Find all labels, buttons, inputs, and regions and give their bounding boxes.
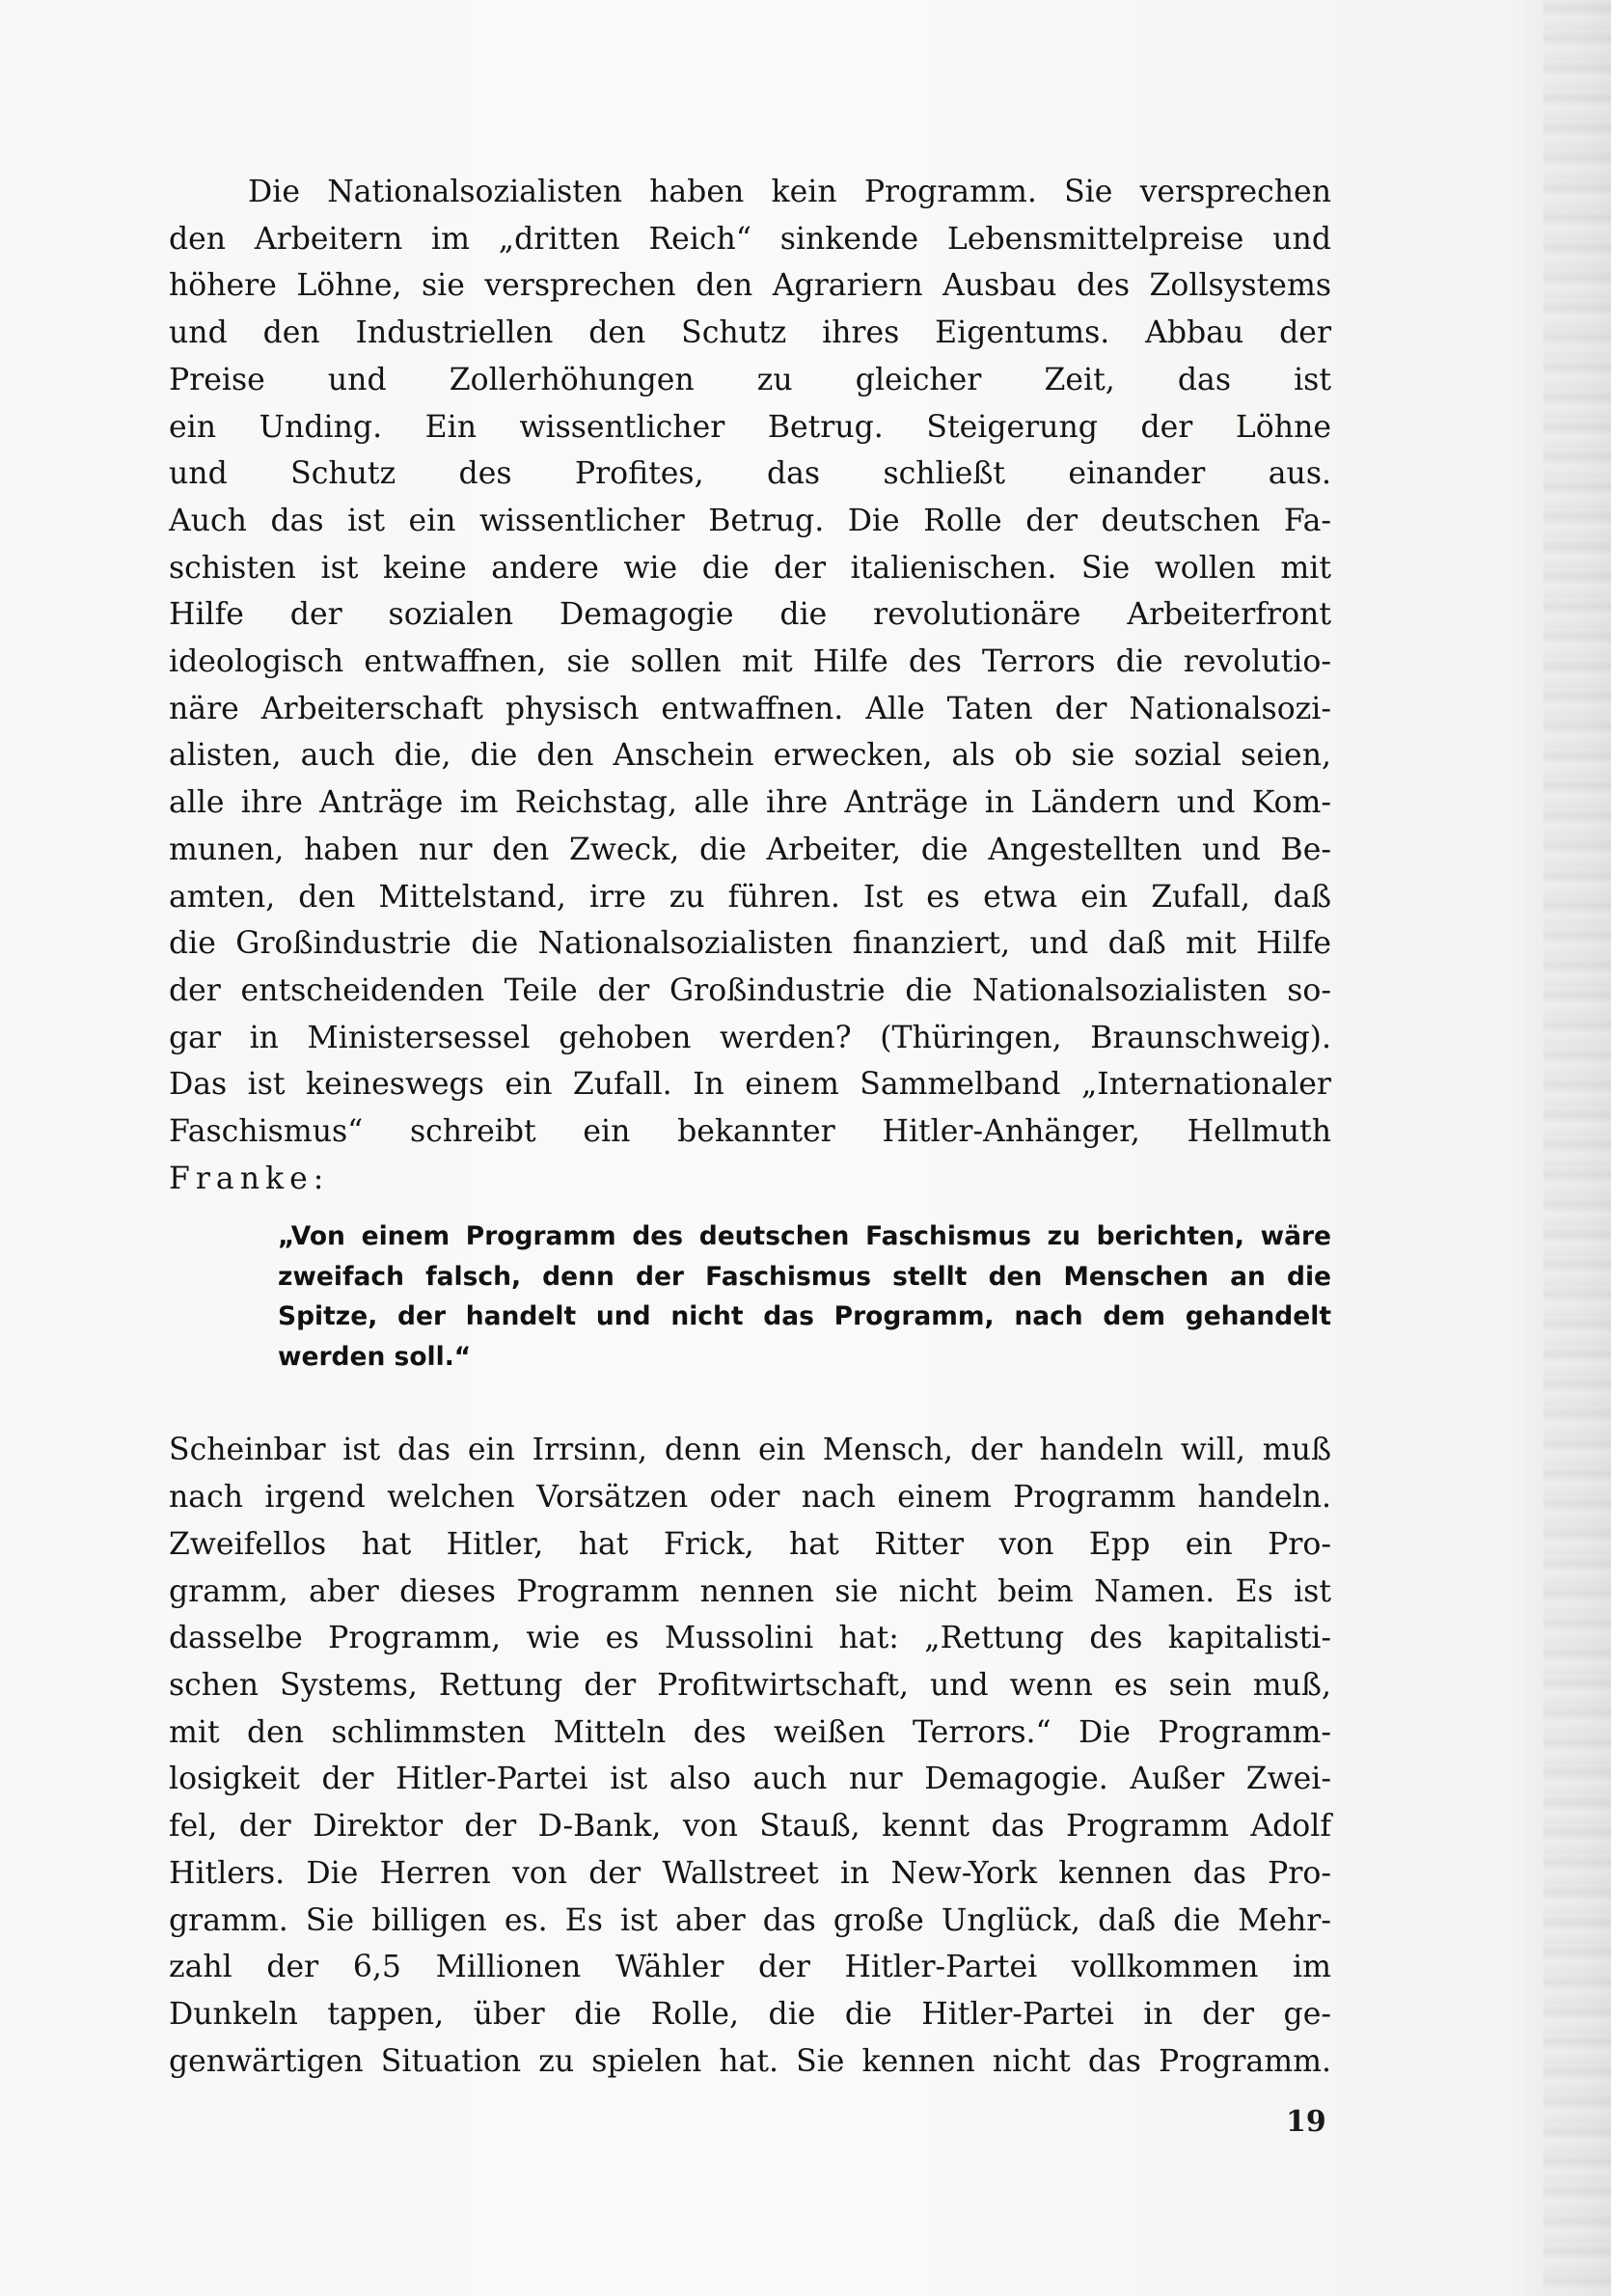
page-edge-shadow: [1543, 0, 1611, 2296]
text-line: und den Industriellen den Schutz ihres Eigentums. Abbau der: [169, 315, 1331, 351]
text-line: losigkeit der Hitler-Partei ist also auch nur Demagogie. Außer Zwei-: [169, 1762, 1331, 1797]
quote-line: „Von einem Programm des deutschen Faschismus zu berichten, wäre: [278, 1221, 1331, 1252]
text-line: Preise und Zollerhöhungen zu gleicher Zeit, das ist: [169, 362, 1331, 397]
text-line: genwärtigen Situation zu spielen hat. Sie kennen nicht das Programm.: [169, 2043, 1331, 2079]
text-line: Franke:: [169, 1161, 330, 1196]
text-line: ein Unding. Ein wissentlicher Betrug. Steigerung der Löhne: [169, 409, 1331, 445]
paragraph-gap: [169, 1377, 1331, 1427]
text-line: Hilfe der sozialen Demagogie die revolutionäre Arbeiterfront: [169, 597, 1331, 633]
page-number: 19: [1286, 2105, 1326, 2139]
text-line: Scheinbar ist das ein Irrsinn, denn ein Mensch, der handeln will, muß: [169, 1433, 1331, 1468]
text-line: Dunkeln tappen, über die Rolle, die die Hitler-Partei in der ge-: [169, 1996, 1331, 2032]
text-line: Das ist keineswegs ein Zufall. In einem Sammelband „Internationaler: [169, 1067, 1331, 1103]
text-line: näre Arbeiterschaft physisch entwaffnen. Alle Taten der Nationalsozi-: [169, 691, 1331, 726]
paragraph-2: [169, 1427, 1331, 2085]
text-line: fel, der Direktor der D-Bank, von Stauß, kennt das Programm Adolf: [169, 1809, 1331, 1845]
text-line: alle ihre Anträge im Reichstag, alle ihre Anträge in Ländern und Kom-: [169, 785, 1331, 821]
text-line: munen, haben nur den Zweck, die Arbeiter, die Angestellten und Be-: [169, 832, 1331, 867]
text-line: Zweifellos hat Hitler, hat Frick, hat Ritter von Epp ein Pro-: [169, 1526, 1331, 1562]
text-line: Hitlers. Die Herren von der Wallstreet in New-York kennen das Pro-: [169, 1855, 1331, 1891]
text-line: alisten, auch die, die den Anschein erwecken, als ob sie sozial seien,: [169, 738, 1331, 774]
text-line: Die Nationalsozialisten haben kein Programm. Sie versprechen: [248, 175, 1331, 209]
text-line: gar in Ministersessel gehoben werden? (Thüringen, Braunschweig).: [169, 1020, 1331, 1055]
text-line: schisten ist keine andere wie die der italienischen. Sie wollen mit: [169, 550, 1331, 586]
text-line: amten, den Mittelstand, irre zu führen. Ist es etwa ein Zufall, daß: [169, 879, 1331, 915]
text-line: gramm, aber dieses Programm nennen sie nicht beim Namen. Es ist: [169, 1573, 1331, 1609]
quote-line: zweifach falsch, denn der Faschismus stellt den Menschen an die: [278, 1261, 1331, 1292]
text-line: mit den schlimmsten Mitteln des weißen Terrors.“ Die Programm-: [169, 1714, 1331, 1750]
body-text: [169, 169, 1331, 2085]
text-line: schen Systems, Rettung der Profitwirtschaft, und wenn es sein muß,: [169, 1667, 1331, 1703]
text-line: die Großindustrie die Nationalsozialisten finanziert, und daß mit Hilfe: [169, 926, 1331, 962]
text-line: ideologisch entwaffnen, sie sollen mit Hilfe des Terrors die revolutio-: [169, 644, 1331, 680]
text-line: nach irgend welchen Vorsätzen oder nach einem Programm handeln.: [169, 1480, 1331, 1516]
block-quote: [278, 1216, 1331, 1377]
quote-line: Spitze, der handelt und nicht das Programm, nach dem gehandelt: [278, 1301, 1331, 1332]
text-line: und Schutz des Profites, das schließt einander aus.: [169, 456, 1331, 492]
text-line: der entscheidenden Teile der Großindustrie die Nationalsozialisten so-: [169, 972, 1331, 1008]
text-line: höhere Löhne, sie versprechen den Agrariern Ausbau des Zollsystems: [169, 268, 1331, 304]
text-line: zahl der 6,5 Millionen Wähler der Hitler-Partei vollkommen im: [169, 1950, 1331, 1985]
text-line: gramm. Sie billigen es. Es ist aber das große Unglück, daß die Mehr-: [169, 1902, 1331, 1938]
text-line: Auch das ist ein wissentlicher Betrug. Die Rolle der deutschen Fa-: [169, 503, 1331, 538]
text-line: den Arbeitern im „dritten Reich“ sinkende Lebensmittelpreise und: [169, 221, 1331, 257]
quote-line: werden soll.“: [278, 1341, 472, 1372]
paragraph-1: [169, 169, 1331, 1202]
text-line: Faschismus“ schreibt ein bekannter Hitler-Anhänger, Hellmuth: [169, 1114, 1331, 1150]
text-line: dasselbe Programm, wie es Mussolini hat: „Rettung des kapitalisti-: [169, 1621, 1331, 1656]
